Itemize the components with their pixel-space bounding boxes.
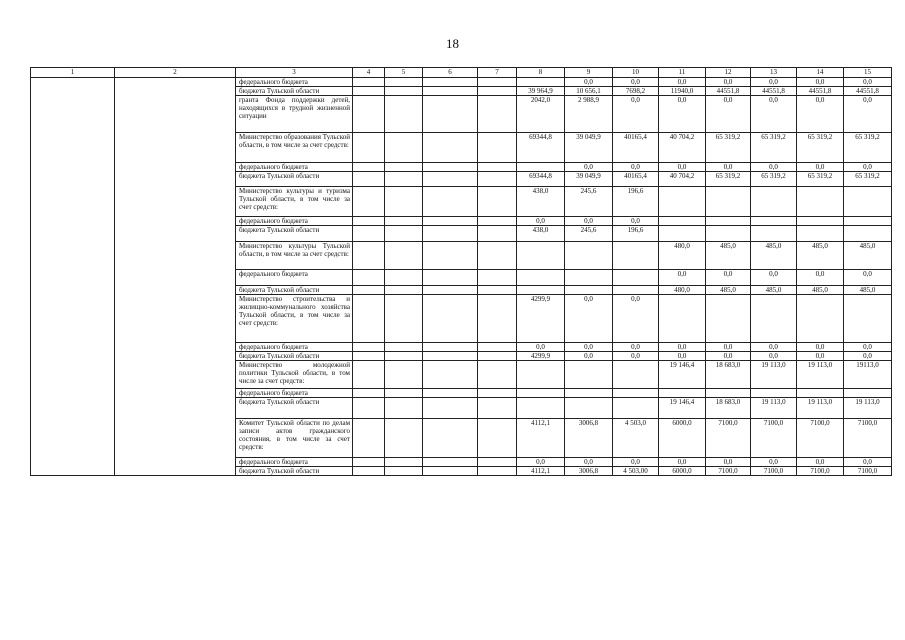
empty-cell (478, 419, 517, 458)
value-cell: 0,0 (797, 270, 844, 286)
empty-cell (423, 361, 478, 389)
value-cell: 485,0 (797, 286, 844, 295)
column-1-merged-cell (31, 78, 115, 476)
column-header: 6 (423, 68, 478, 78)
empty-cell (353, 96, 385, 133)
value-cell: 0,0 (565, 295, 613, 343)
value-cell: 10 656,1 (565, 87, 613, 96)
value-cell: 40165,4 (613, 172, 659, 187)
row-description: бюджета Тульской области (236, 226, 353, 242)
empty-cell (478, 78, 517, 87)
value-cell: 0,0 (706, 352, 751, 361)
value-cell: 18 683,0 (706, 398, 751, 419)
value-cell: 0,0 (613, 217, 659, 226)
value-cell: 0,0 (844, 78, 892, 87)
empty-cell (423, 78, 478, 87)
value-cell: 0,0 (797, 163, 844, 172)
value-cell: 438,0 (517, 187, 565, 217)
value-cell: 7698,2 (613, 87, 659, 96)
column-header: 3 (236, 68, 353, 78)
value-cell: 39 049,9 (565, 172, 613, 187)
empty-cell (423, 133, 478, 163)
value-cell (797, 226, 844, 242)
row-description: бюджета Тульской области (236, 87, 353, 96)
value-cell (706, 295, 751, 343)
value-cell (659, 295, 706, 343)
value-cell: 245,6 (565, 226, 613, 242)
value-cell: 0,0 (565, 217, 613, 226)
row-description: федерального бюджета (236, 389, 353, 398)
value-cell (517, 78, 565, 87)
value-cell: 69344,8 (517, 172, 565, 187)
value-cell: 0,0 (797, 458, 844, 467)
empty-cell (353, 270, 385, 286)
empty-cell (423, 87, 478, 96)
empty-cell (423, 286, 478, 295)
empty-cell (385, 398, 423, 419)
row-description: Министерство культуры Тульской области, в том числе за счет средств: (236, 242, 353, 270)
value-cell: 0,0 (659, 96, 706, 133)
value-cell: 69344,8 (517, 133, 565, 163)
empty-cell (385, 361, 423, 389)
value-cell: 0,0 (565, 163, 613, 172)
value-cell: 0,0 (659, 270, 706, 286)
value-cell (706, 389, 751, 398)
value-cell: 0,0 (844, 96, 892, 133)
empty-cell (353, 467, 385, 476)
empty-cell (423, 467, 478, 476)
value-cell: 4 503,00 (613, 467, 659, 476)
value-cell: 0,0 (844, 352, 892, 361)
empty-cell (385, 467, 423, 476)
value-cell (659, 226, 706, 242)
value-cell: 44551,8 (797, 87, 844, 96)
empty-cell (478, 286, 517, 295)
value-cell (751, 187, 797, 217)
value-cell: 2042,0 (517, 96, 565, 133)
empty-cell (478, 343, 517, 352)
empty-cell (353, 419, 385, 458)
value-cell: 65 319,2 (751, 133, 797, 163)
empty-cell (385, 172, 423, 187)
row-description: Комитет Тульской области по делам записи актов гражданского состояния, в том числе за счет средств: (236, 419, 353, 458)
column-header: 4 (353, 68, 385, 78)
row-description: Министерство культуры и туризма Тульской области, в том числе за счет средств: (236, 187, 353, 217)
value-cell: 485,0 (844, 242, 892, 270)
value-cell: 480,0 (659, 242, 706, 270)
empty-cell (423, 295, 478, 343)
empty-cell (478, 187, 517, 217)
empty-cell (385, 133, 423, 163)
value-cell: 0,0 (613, 343, 659, 352)
value-cell: 485,0 (706, 242, 751, 270)
value-cell (706, 187, 751, 217)
budget-table (30, 67, 892, 476)
value-cell: 19113,0 (844, 361, 892, 389)
column-header: 12 (706, 68, 751, 78)
value-cell: 7100,0 (844, 467, 892, 476)
column-2-merged-cell (115, 78, 236, 476)
empty-cell (385, 242, 423, 270)
row-description: бюджета Тульской области (236, 398, 353, 419)
value-cell: 485,0 (844, 286, 892, 295)
value-cell: 44551,8 (751, 87, 797, 96)
table-row (31, 78, 892, 87)
empty-cell (385, 217, 423, 226)
value-cell: 6000,0 (659, 419, 706, 458)
empty-cell (423, 398, 478, 419)
value-cell: 485,0 (751, 242, 797, 270)
value-cell: 0,0 (844, 458, 892, 467)
value-cell (517, 398, 565, 419)
empty-cell (478, 270, 517, 286)
value-cell (706, 226, 751, 242)
empty-cell (385, 87, 423, 96)
value-cell: 4299,9 (517, 295, 565, 343)
row-description: федерального бюджета (236, 78, 353, 87)
empty-cell (385, 187, 423, 217)
empty-cell (423, 217, 478, 226)
value-cell: 0,0 (706, 78, 751, 87)
empty-cell (423, 270, 478, 286)
empty-cell (385, 270, 423, 286)
value-cell: 0,0 (565, 78, 613, 87)
value-cell: 7100,0 (797, 419, 844, 458)
empty-cell (385, 295, 423, 343)
value-cell: 0,0 (706, 270, 751, 286)
row-description: федерального бюджета (236, 217, 353, 226)
row-description: бюджета Тульской области (236, 467, 353, 476)
empty-cell (478, 361, 517, 389)
value-cell: 0,0 (751, 163, 797, 172)
value-cell: 3006,8 (565, 467, 613, 476)
empty-cell (385, 389, 423, 398)
value-cell: 44551,8 (844, 87, 892, 96)
value-cell (844, 187, 892, 217)
empty-cell (353, 78, 385, 87)
value-cell: 19 146,4 (659, 361, 706, 389)
empty-cell (423, 343, 478, 352)
empty-cell (478, 133, 517, 163)
value-cell: 19 146,4 (659, 398, 706, 419)
header-row (31, 68, 892, 78)
value-cell: 0,0 (613, 352, 659, 361)
value-cell (659, 187, 706, 217)
empty-cell (353, 295, 385, 343)
empty-cell (385, 96, 423, 133)
value-cell (844, 295, 892, 343)
empty-cell (385, 343, 423, 352)
empty-cell (353, 389, 385, 398)
value-cell (797, 217, 844, 226)
value-cell: 0,0 (844, 163, 892, 172)
value-cell: 7100,0 (706, 419, 751, 458)
row-description: федерального бюджета (236, 458, 353, 467)
value-cell: 480,0 (659, 286, 706, 295)
empty-cell (385, 458, 423, 467)
value-cell: 65 319,2 (797, 133, 844, 163)
empty-cell (423, 226, 478, 242)
value-cell: 65 319,2 (706, 172, 751, 187)
value-cell (565, 270, 613, 286)
value-cell: 245,6 (565, 187, 613, 217)
empty-cell (478, 242, 517, 270)
value-cell (844, 217, 892, 226)
column-header: 13 (751, 68, 797, 78)
value-cell: 0,0 (613, 78, 659, 87)
value-cell (797, 389, 844, 398)
value-cell: 438,0 (517, 226, 565, 242)
value-cell: 40 704,2 (659, 133, 706, 163)
value-cell (613, 286, 659, 295)
row-description: гранта Фонда поддержки детей, находящихся в трудной жизненной ситуации (236, 96, 353, 133)
value-cell: 2 988,9 (565, 96, 613, 133)
value-cell (844, 226, 892, 242)
row-description: бюджета Тульской области (236, 172, 353, 187)
value-cell: 0,0 (797, 352, 844, 361)
empty-cell (478, 389, 517, 398)
value-cell: 0,0 (613, 295, 659, 343)
value-cell (613, 361, 659, 389)
value-cell: 0,0 (844, 343, 892, 352)
empty-cell (353, 217, 385, 226)
value-cell: 0,0 (565, 458, 613, 467)
value-cell: 40 704,2 (659, 172, 706, 187)
value-cell (751, 295, 797, 343)
empty-cell (385, 352, 423, 361)
value-cell (565, 389, 613, 398)
row-description: бюджета Тульской области (236, 286, 353, 295)
column-header: 8 (517, 68, 565, 78)
value-cell: 0,0 (706, 163, 751, 172)
value-cell (565, 286, 613, 295)
empty-cell (478, 467, 517, 476)
value-cell: 0,0 (659, 78, 706, 87)
value-cell: 0,0 (517, 217, 565, 226)
value-cell: 4112,1 (517, 419, 565, 458)
value-cell (659, 389, 706, 398)
value-cell (517, 361, 565, 389)
value-cell: 0,0 (797, 343, 844, 352)
value-cell (517, 270, 565, 286)
value-cell: 6000,0 (659, 467, 706, 476)
value-cell: 65 319,2 (844, 133, 892, 163)
row-description: федерального бюджета (236, 163, 353, 172)
value-cell: 0,0 (565, 352, 613, 361)
row-description: федерального бюджета (236, 270, 353, 286)
value-cell (565, 361, 613, 389)
empty-cell (353, 343, 385, 352)
row-description: Министерство образования Тульской области, в том числе за счет средств: (236, 133, 353, 163)
row-description: бюджета Тульской области (236, 352, 353, 361)
empty-cell (385, 163, 423, 172)
value-cell: 7100,0 (706, 467, 751, 476)
value-cell: 4112,1 (517, 467, 565, 476)
value-cell: 0,0 (613, 163, 659, 172)
value-cell: 19 113,0 (751, 361, 797, 389)
empty-cell (353, 242, 385, 270)
value-cell: 44551,8 (706, 87, 751, 96)
empty-cell (353, 361, 385, 389)
value-cell: 485,0 (751, 286, 797, 295)
value-cell (517, 163, 565, 172)
value-cell: 0,0 (565, 343, 613, 352)
value-cell: 65 319,2 (797, 172, 844, 187)
value-cell: 40165,4 (613, 133, 659, 163)
empty-cell (385, 419, 423, 458)
empty-cell (423, 172, 478, 187)
column-header: 14 (797, 68, 844, 78)
value-cell (565, 242, 613, 270)
value-cell (613, 242, 659, 270)
value-cell: 0,0 (751, 96, 797, 133)
value-cell: 0,0 (751, 352, 797, 361)
value-cell: 39 964,9 (517, 87, 565, 96)
value-cell: 11940,0 (659, 87, 706, 96)
row-description: федерального бюджета (236, 343, 353, 352)
empty-cell (385, 286, 423, 295)
empty-cell (353, 458, 385, 467)
empty-cell (478, 352, 517, 361)
column-header: 1 (31, 68, 115, 78)
value-cell: 19 113,0 (844, 398, 892, 419)
empty-cell (478, 295, 517, 343)
column-header: 11 (659, 68, 706, 78)
column-header: 5 (385, 68, 423, 78)
empty-cell (423, 352, 478, 361)
value-cell: 4299,9 (517, 352, 565, 361)
value-cell: 7100,0 (751, 419, 797, 458)
value-cell: 0,0 (706, 458, 751, 467)
empty-cell (478, 458, 517, 467)
empty-cell (423, 419, 478, 458)
empty-cell (353, 226, 385, 242)
value-cell: 7100,0 (844, 419, 892, 458)
value-cell: 0,0 (659, 458, 706, 467)
empty-cell (478, 217, 517, 226)
value-cell: 7100,0 (797, 467, 844, 476)
empty-cell (423, 96, 478, 133)
value-cell: 0,0 (517, 343, 565, 352)
value-cell (517, 242, 565, 270)
value-cell: 65 319,2 (706, 133, 751, 163)
empty-cell (478, 87, 517, 96)
value-cell: 0,0 (751, 78, 797, 87)
empty-cell (478, 172, 517, 187)
column-header: 15 (844, 68, 892, 78)
value-cell: 19 113,0 (751, 398, 797, 419)
value-cell: 39 049,9 (565, 133, 613, 163)
value-cell: 0,0 (613, 458, 659, 467)
column-header: 7 (478, 68, 517, 78)
empty-cell (423, 389, 478, 398)
empty-cell (423, 187, 478, 217)
value-cell: 7100,0 (751, 467, 797, 476)
value-cell: 0,0 (706, 96, 751, 133)
value-cell (613, 270, 659, 286)
value-cell (797, 295, 844, 343)
value-cell (797, 187, 844, 217)
empty-cell (353, 172, 385, 187)
value-cell: 0,0 (844, 270, 892, 286)
empty-cell (478, 163, 517, 172)
value-cell: 196,6 (613, 226, 659, 242)
empty-cell (353, 286, 385, 295)
value-cell (517, 286, 565, 295)
page-number: 18 (446, 36, 459, 51)
row-description: Министерство строительства и жилищно-коммунального хозяйства Тульской области, в том числе за счет средств: (236, 295, 353, 343)
value-cell (613, 398, 659, 419)
value-cell: 0,0 (613, 96, 659, 133)
value-cell: 65 319,2 (751, 172, 797, 187)
value-cell: 0,0 (797, 78, 844, 87)
column-header: 10 (613, 68, 659, 78)
value-cell (751, 226, 797, 242)
value-cell: 19 113,0 (797, 361, 844, 389)
value-cell: 485,0 (797, 242, 844, 270)
value-cell: 0,0 (517, 458, 565, 467)
value-cell: 485,0 (706, 286, 751, 295)
empty-cell (353, 187, 385, 217)
empty-cell (385, 78, 423, 87)
column-header: 9 (565, 68, 613, 78)
row-description: Министерство молодежной политики Тульской области, в том числе за счет средств: (236, 361, 353, 389)
empty-cell (353, 133, 385, 163)
value-cell (565, 398, 613, 419)
value-cell: 0,0 (659, 163, 706, 172)
value-cell: 0,0 (797, 96, 844, 133)
empty-cell (423, 242, 478, 270)
value-cell: 4 503,0 (613, 419, 659, 458)
table-body (31, 78, 892, 476)
value-cell (517, 389, 565, 398)
empty-cell (385, 226, 423, 242)
empty-cell (423, 163, 478, 172)
value-cell: 19 113,0 (797, 398, 844, 419)
value-cell (659, 217, 706, 226)
column-header: 2 (115, 68, 236, 78)
value-cell: 196,6 (613, 187, 659, 217)
value-cell: 65 319,2 (844, 172, 892, 187)
value-cell (613, 389, 659, 398)
empty-cell (353, 352, 385, 361)
value-cell (751, 389, 797, 398)
empty-cell (353, 87, 385, 96)
value-cell: 0,0 (751, 270, 797, 286)
empty-cell (423, 458, 478, 467)
empty-cell (353, 398, 385, 419)
empty-cell (353, 163, 385, 172)
value-cell (706, 217, 751, 226)
value-cell (844, 389, 892, 398)
value-cell: 0,0 (751, 458, 797, 467)
empty-cell (478, 226, 517, 242)
value-cell (751, 217, 797, 226)
value-cell: 0,0 (659, 352, 706, 361)
empty-cell (478, 96, 517, 133)
value-cell: 0,0 (706, 343, 751, 352)
value-cell: 18 683,0 (706, 361, 751, 389)
value-cell: 0,0 (751, 343, 797, 352)
value-cell: 0,0 (659, 343, 706, 352)
empty-cell (478, 398, 517, 419)
value-cell: 3006,8 (565, 419, 613, 458)
